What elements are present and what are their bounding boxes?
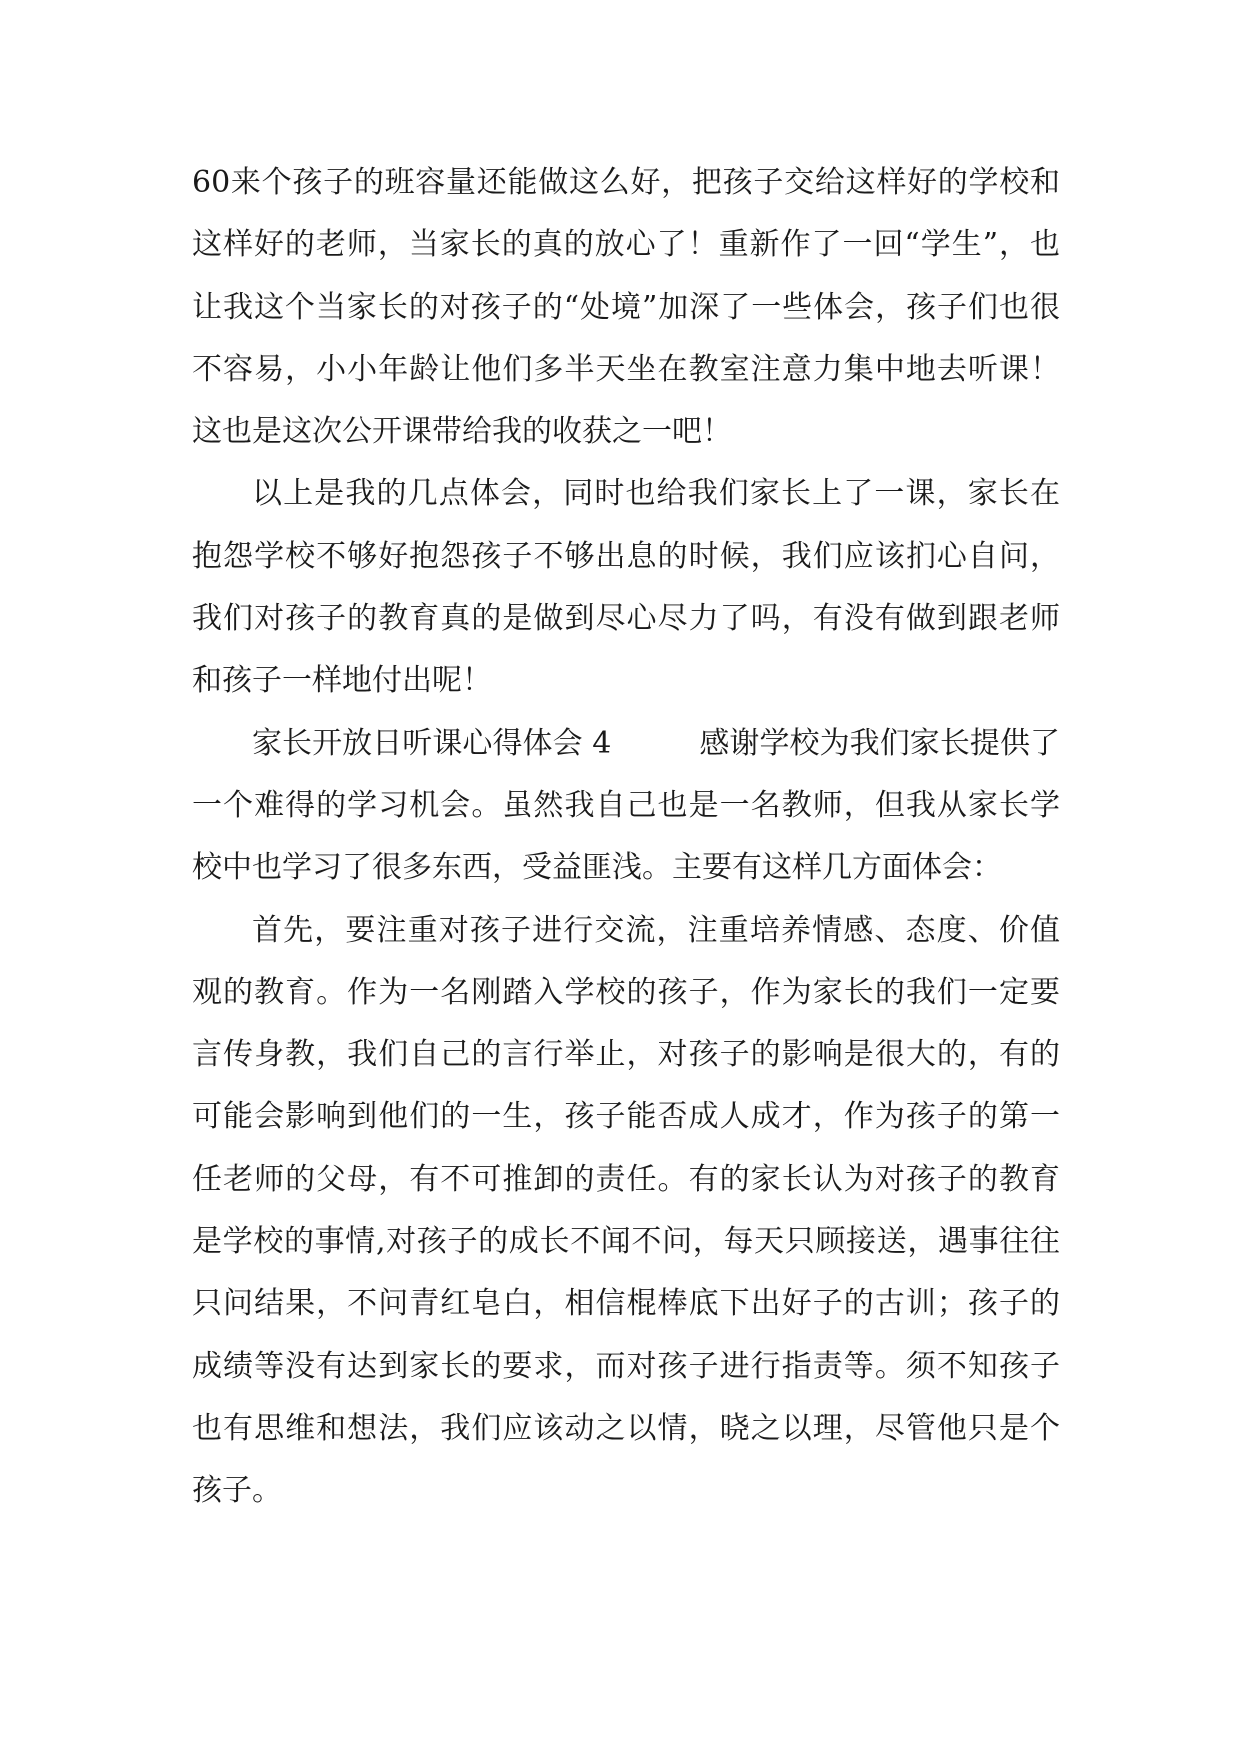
paragraph-2: 以上是我的几点体会，同时也给我们家长上了一课，家长在抱怨学校不够好抱怨孩子不够出息的时候，我们应该扪心自问，我们对孩子的教育真的是做到尽心尽力了吗，有没有做到跟老师和孩子一样地付出呢！ (192, 476, 1060, 699)
paragraph-1: 60来个孩子的班容量还能做这么好，把孩子交给这样好的学校和这样好的老师，当家长的真的放心了！重新作了一回“学生”，也让我这个当家长的对孩子的“处境”加深了一些体会，孩子们也很不容易，小小年龄让他们多半天坐在教室注意力集中地去听课！这也是这次公开课带给我的收获之一吧！ (192, 165, 1060, 450)
section-heading: 家长开放日听课心得体会 4 (252, 725, 612, 761)
section-paragraph (192, 713, 1060, 900)
section-intro: 感谢学校为我们家长提供了一个难得的学习机会。虽然我自己也是一名教师，但我从家长学校中也学习了很多东西，受益匪浅。主要有这样几方面体会： (192, 725, 1060, 886)
document-page (192, 152, 1060, 1523)
paragraph-4: 首先，要注重对孩子进行交流，注重培养情感、态度、价值观的教育。作为一名刚踏入学校的孩子，作为家长的我们一定要言传身教，我们自己的言行举止，对孩子的影响是很大的，有的可能会影响到他们的一生，孩子能否成人成才，作为孩子的第一任老师的父母，有不可推卸的责任。有的家长认为对孩子的教育是学校的事情,对孩子的成长不闻不问，每天只顾接送，遇事往往只问结果，不问青红皂白，相信棍棒底下出好子的古训；孩子的成绩等没有达到家长的要求，而对孩子进行指责等。须不知孩子也有思维和想法，我们应该动之以情，晓之以理，尽管他只是个孩子。 (192, 912, 1060, 1509)
